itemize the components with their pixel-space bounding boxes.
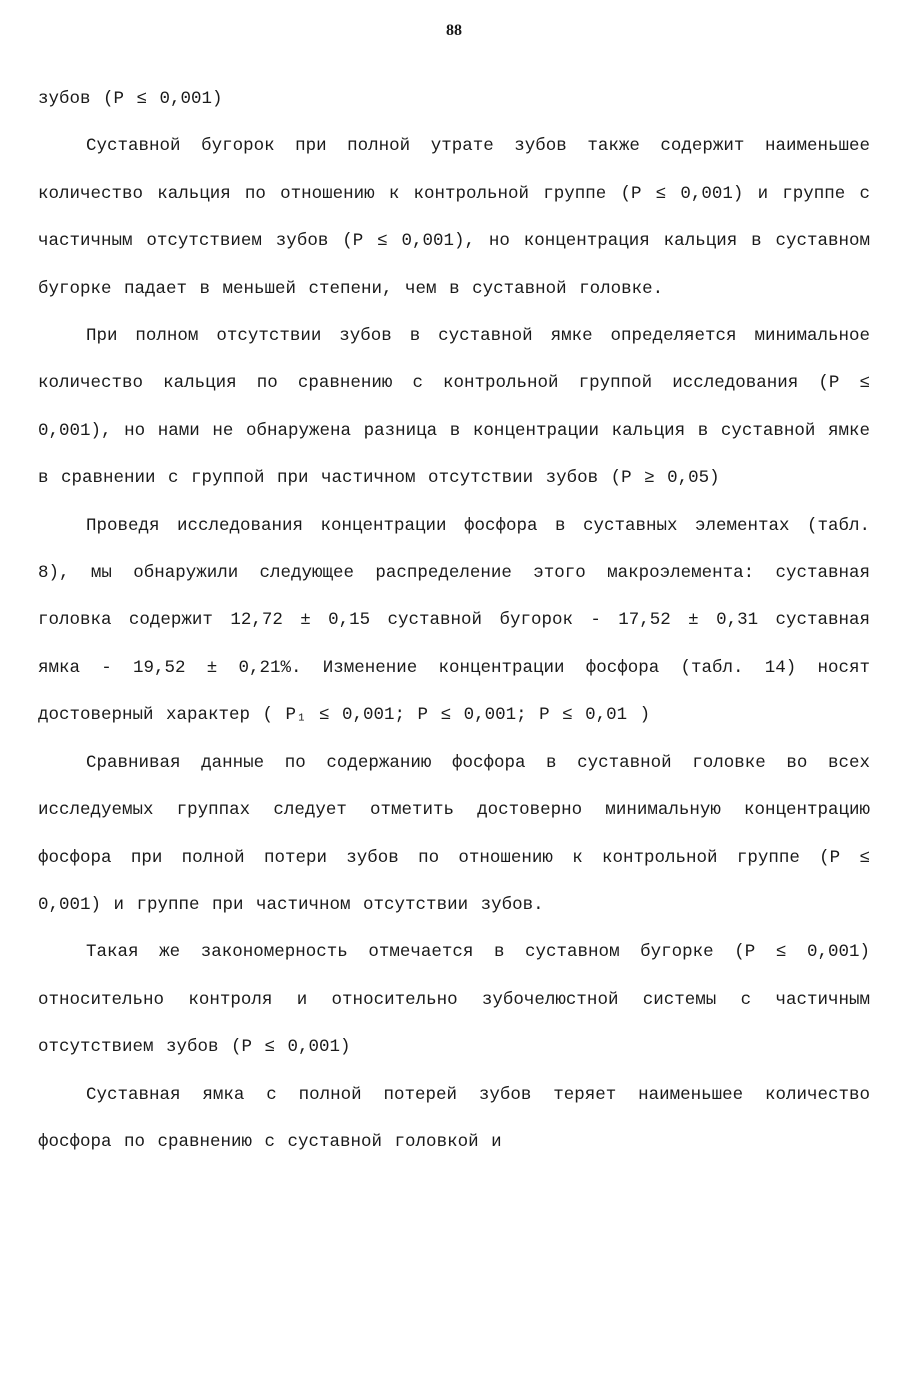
document-body bbox=[38, 76, 870, 1166]
page-number: 88 bbox=[446, 22, 462, 39]
paragraph-5: Сравнивая данные по содержанию фосфора в суставной головке во всех исследуемых группах следует отметить достоверно минимальную концентрацию фосфора при полной потери зубов по отношению к контрольной группе (P ≤ 0,001) и группе при частичном отсутствии зубов. bbox=[38, 752, 870, 915]
paragraph-7: Суставная ямка с полной потерей зубов теряет наименьшее количество фосфора по сравнению с суставной головкой и bbox=[38, 1084, 870, 1152]
paragraph-1: зубов (P ≤ 0,001) bbox=[38, 89, 223, 109]
paragraph-3: При полном отсутствии зубов в суставной ямке определяется минимальное количество кальция по сравнению с контрольной группой исследования (P ≤ 0,001), но нами не обнаружена разница в концентрации кальция в суставной ямке в сравнении с группой при частичном отсутствии зубов (P ≥ 0,05) bbox=[38, 326, 870, 489]
paragraph-4: Проведя исследования концентрации фосфора в суставных элементах (табл. 8), мы обнаружили следующее распределение этого макроэлемента: суставная головка содержит 12,72 ± 0,15 суставной бугорок - 17,52 ± 0,31 суставная ямка - 19,52 ± 0,21%. Изменение концентрации фосфора (табл. 14) носят достоверный характер ( P₁ ≤ 0,001; P ≤ 0,001; P ≤ 0,01 ) bbox=[38, 515, 870, 726]
paragraph-2: Суставной бугорок при полной утрате зубов также содержит наименьшее количество кальция по отношению к контрольной группе (P ≤ 0,001) и группе с частичным отсутствием зубов (P ≤ 0,001), но концентрация кальция в суставном бугорке падает в меньшей степени, чем в суставной головке. bbox=[38, 136, 870, 299]
paragraph-6: Такая же закономерность отмечается в суставном бугорке (P ≤ 0,001) относительно контроля и относительно зубочелюстной системы с частичным отсутствием зубов (P ≤ 0,001) bbox=[38, 942, 870, 1058]
